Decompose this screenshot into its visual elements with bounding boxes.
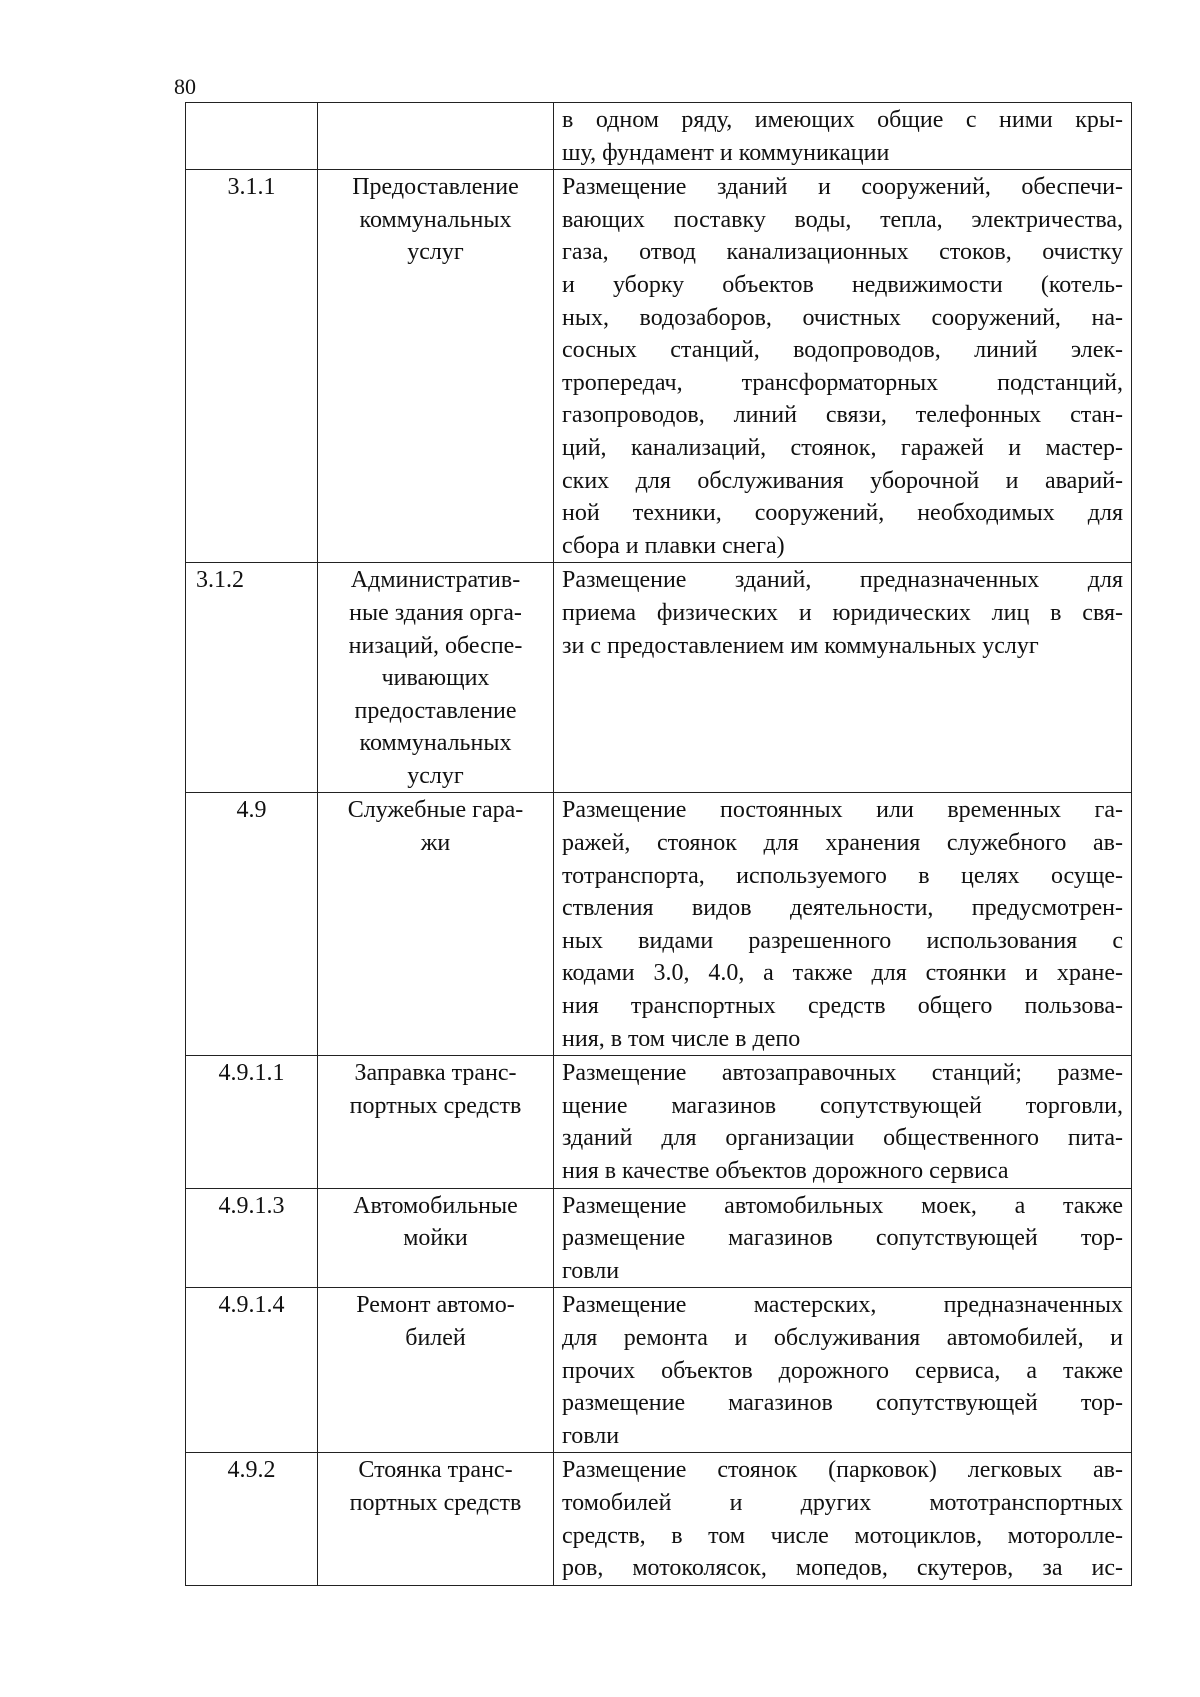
description-line: сбора и плавки снега) xyxy=(562,532,785,559)
code-cell: 4.9.1.3 xyxy=(186,1188,318,1288)
description-line: Размещение автозаправочных станций; разме- xyxy=(562,1060,1123,1087)
description-line: Размещение постоянных или временных га- xyxy=(562,797,1123,824)
description-line: ния в качестве объектов дорожного сервиса xyxy=(562,1158,1009,1184)
name-line: жи xyxy=(420,830,451,857)
code-cell: 3.1.2 xyxy=(186,563,318,793)
name-line: низаций, обеспе- xyxy=(348,632,523,659)
name-line: билей xyxy=(405,1324,466,1351)
name-line: чивающих xyxy=(381,665,490,692)
description-line: ния транспортных средств общего пользова- xyxy=(562,993,1123,1020)
name-line: предоставление xyxy=(354,697,517,724)
description-line: ной техники, сооружений, необходимых для xyxy=(562,500,1123,527)
description-cell xyxy=(554,170,1132,563)
description-line: и уборку объектов недвижимости (котель- xyxy=(562,271,1123,298)
code-cell: 4.9.1.4 xyxy=(186,1288,318,1453)
name-line: портных средств xyxy=(349,1489,522,1516)
table-row xyxy=(186,1056,1132,1188)
table-row xyxy=(186,1453,1132,1585)
description-line: Размещение стоянок (парковок) легковых ав- xyxy=(562,1457,1123,1484)
table-row xyxy=(186,793,1132,1056)
name-cell xyxy=(318,563,554,793)
name-line: коммунальных xyxy=(359,730,512,757)
code-cell: 4.9.2 xyxy=(186,1453,318,1585)
description-line: ствления видов деятельности, предусмотрен- xyxy=(562,895,1123,922)
description-line: Размещение зданий, предназначенных для xyxy=(562,567,1123,594)
description-line: тропередач, трансформаторных подстанций, xyxy=(562,369,1123,396)
name-cell xyxy=(318,170,554,563)
description-line: прочих объектов дорожного сервиса, а также xyxy=(562,1357,1123,1384)
name-line: Предоставление xyxy=(352,174,519,201)
name-line: Служебные гара- xyxy=(347,797,524,824)
table-row xyxy=(186,1288,1132,1453)
description-cell xyxy=(554,1188,1132,1288)
name-line: мойки xyxy=(403,1225,468,1252)
description-line: щение магазинов сопутствующей торговли, xyxy=(562,1092,1123,1119)
description-line: газа, отвод канализационных стоков, очистку xyxy=(562,239,1123,266)
description-line: ных видами разрешенного использования с xyxy=(562,927,1123,954)
description-line: ния, в том числе в депо xyxy=(562,1025,801,1052)
table-row xyxy=(186,563,1132,793)
name-cell xyxy=(318,1188,554,1288)
description-line: ских для обслуживания уборочной и аварий- xyxy=(562,467,1123,494)
description-line: сосных станций, водопроводов, линий элек- xyxy=(562,337,1123,364)
name-cell xyxy=(318,1056,554,1188)
description-line: ражей, стоянок для хранения служебного ав- xyxy=(562,830,1123,857)
table-body xyxy=(186,103,1132,1586)
description-line: тотранспорта, используемого в целях осуще- xyxy=(562,862,1123,889)
description-line: говли xyxy=(562,1422,620,1449)
description-cell xyxy=(554,1288,1132,1453)
land-use-table xyxy=(185,102,1132,1586)
description-line: газопроводов, линий связи, телефонных стан- xyxy=(562,402,1123,429)
description-line: в одном ряду, имеющих общие с ними кры- xyxy=(562,107,1123,133)
name-cell xyxy=(318,1288,554,1453)
table-row xyxy=(186,1188,1132,1288)
description-line: шу, фундамент и коммуникации xyxy=(562,139,890,166)
description-cell xyxy=(554,563,1132,793)
name-cell xyxy=(318,103,554,170)
name-line: Заправка транс- xyxy=(354,1060,517,1087)
description-line: ций, канализаций, стоянок, гаражей и мастер- xyxy=(562,434,1123,461)
description-line: приема физических и юридических лиц в свя- xyxy=(562,599,1123,626)
description-cell xyxy=(554,1453,1132,1585)
description-cell xyxy=(554,793,1132,1056)
description-line: говли xyxy=(562,1257,620,1284)
code-cell: 4.9.1.1 xyxy=(186,1056,318,1188)
name-line: услуг xyxy=(407,762,464,789)
name-line: ные здания орга- xyxy=(349,599,522,626)
description-line: зи с предоставлением им коммунальных услуг xyxy=(562,632,1039,659)
description-line: вающих поставку воды, тепла, электричества, xyxy=(562,206,1123,233)
name-line: портных средств xyxy=(349,1092,522,1119)
description-line: размещение магазинов сопутствующей тор- xyxy=(562,1390,1123,1417)
code-cell xyxy=(186,103,318,170)
description-line: размещение магазинов сопутствующей тор- xyxy=(562,1225,1123,1252)
name-line: коммунальных xyxy=(359,206,512,233)
name-line: Ремонт автомо- xyxy=(356,1292,515,1319)
description-line: Размещение автомобильных моек, а также xyxy=(562,1192,1123,1219)
description-cell xyxy=(554,103,1132,170)
name-line: услуг xyxy=(407,239,464,266)
name-line: Административ- xyxy=(350,567,521,594)
name-line: Автомобильные xyxy=(353,1192,518,1219)
table-row xyxy=(186,103,1132,170)
description-line: для ремонта и обслуживания автомобилей, и xyxy=(562,1324,1123,1351)
code-cell: 3.1.1 xyxy=(186,170,318,563)
name-cell xyxy=(318,793,554,1056)
description-cell xyxy=(554,1056,1132,1188)
name-cell xyxy=(318,1453,554,1585)
page-number: 80 xyxy=(174,74,196,99)
description-line: ных, водозаборов, очистных сооружений, на- xyxy=(562,304,1123,331)
table-row xyxy=(186,170,1132,563)
description-line: зданий для организации общественного пита- xyxy=(562,1125,1123,1152)
description-line: ров, мотоколясок, мопедов, скутеров, за ис- xyxy=(562,1555,1123,1582)
description-line: Размещение зданий и сооружений, обеспечи- xyxy=(562,174,1123,201)
description-line: томобилей и других мототранспортных xyxy=(562,1489,1123,1516)
description-line: кодами 3.0, 4.0, а также для стоянки и хране- xyxy=(562,960,1123,987)
description-line: Размещение мастерских, предназначенных xyxy=(562,1292,1123,1319)
description-line: средств, в том числе мотоциклов, мотороллe- xyxy=(562,1522,1123,1549)
code-cell: 4.9 xyxy=(186,793,318,1056)
name-line: Стоянка транс- xyxy=(358,1457,513,1484)
